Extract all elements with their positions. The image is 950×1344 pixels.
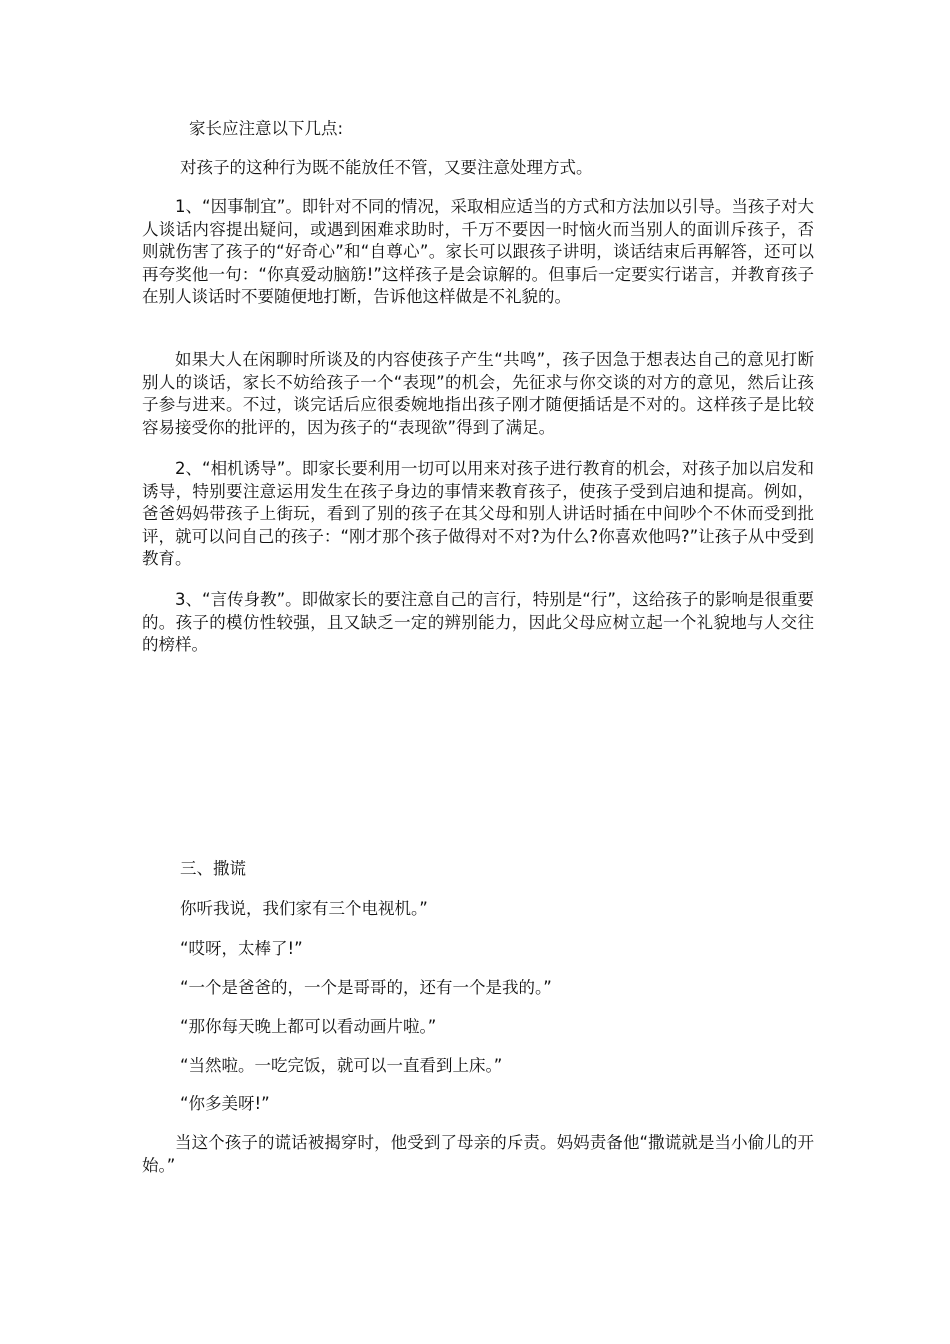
dialogue-line-1: 你听我说，我们家有三个电视机。” (180, 899, 428, 918)
paragraph-4: 3、“言传身教”。即做家长的要注意自己的言行，特别是“行”，这给孩子的影响是很重要的。孩子的模仿性较强，且又缺乏一定的辨别能力，因此父母应树立起一个礼貌地与人交往的榜样。 (142, 590, 814, 655)
dialogue-line-6: “你多美呀!” (180, 1094, 270, 1113)
paragraph-2: 如果大人在闲聊时所谈及的内容使孩子产生“共鸣”，孩子因急于想表达自己的意见打断别人的谈话，家长不妨给孩子一个“表现”的机会，先征求与你交谈的对方的意见，然后让孩子参与进来。不过，谈完话后应很委婉地指出孩子刚才随便插话是不对的。这样孩子是比较容易接受你的批评的，因为孩子的“表现欲”得到了满足。 (142, 350, 814, 437)
intro-line: 家长应注意以下几点: (189, 119, 344, 138)
section-heading: 三、撒谎 (180, 859, 246, 878)
paragraph-3: 2、“相机诱导”。即家长要利用一切可以用来对孩子进行教育的机会，对孩子加以启发和诱导，特别要注意运用发生在孩子身边的事情来教育孩子，使孩子受到启迪和提高。例如，爸爸妈妈带孩子上街玩，看到了别的孩子在其父母和别人讲话时插在中间吵个不休而受到批评，就可以问自己的孩子：“刚才那个孩子做得对不对?为什么?你喜欢他吗?”让孩子从中受到教育。 (142, 459, 814, 569)
dialogue-line-3: “一个是爸爸的，一个是哥哥的，还有一个是我的。” (180, 978, 552, 997)
dialogue-line-4: “那你每天晚上都可以看动画片啦。” (180, 1017, 437, 1036)
closing-paragraph: 当这个孩子的谎话被揭穿时，他受到了母亲的斥责。妈妈责备他“撒谎就是当小偷儿的开始。” (142, 1133, 814, 1175)
dialogue-line-5: “当然啦。一吃完饭，就可以一直看到上床。” (180, 1056, 503, 1075)
paragraph-1: 1、“因事制宜”。即针对不同的情况，采取相应适当的方式和方法加以引导。当孩子对大人谈话内容提出疑问，或遇到困难求助时，千万不要因一时恼火而当别人的面训斥孩子，否则就伤害了孩子的“好奇心”和“自尊心”。家长可以跟孩子讲明，谈话结束后再解答，还可以再夸奖他一句：“你真爱动脑筋!”这样孩子是会谅解的。但事后一定要实行诺言，并教育孩子在别人谈话时不要随便地打断，告诉他这样做是不礼貌的。 (142, 197, 814, 307)
statement-line: 对孩子的这种行为既不能放任不管，又要注意处理方式。 (180, 158, 593, 177)
dialogue-line-2: “哎呀，太棒了!” (180, 939, 303, 958)
